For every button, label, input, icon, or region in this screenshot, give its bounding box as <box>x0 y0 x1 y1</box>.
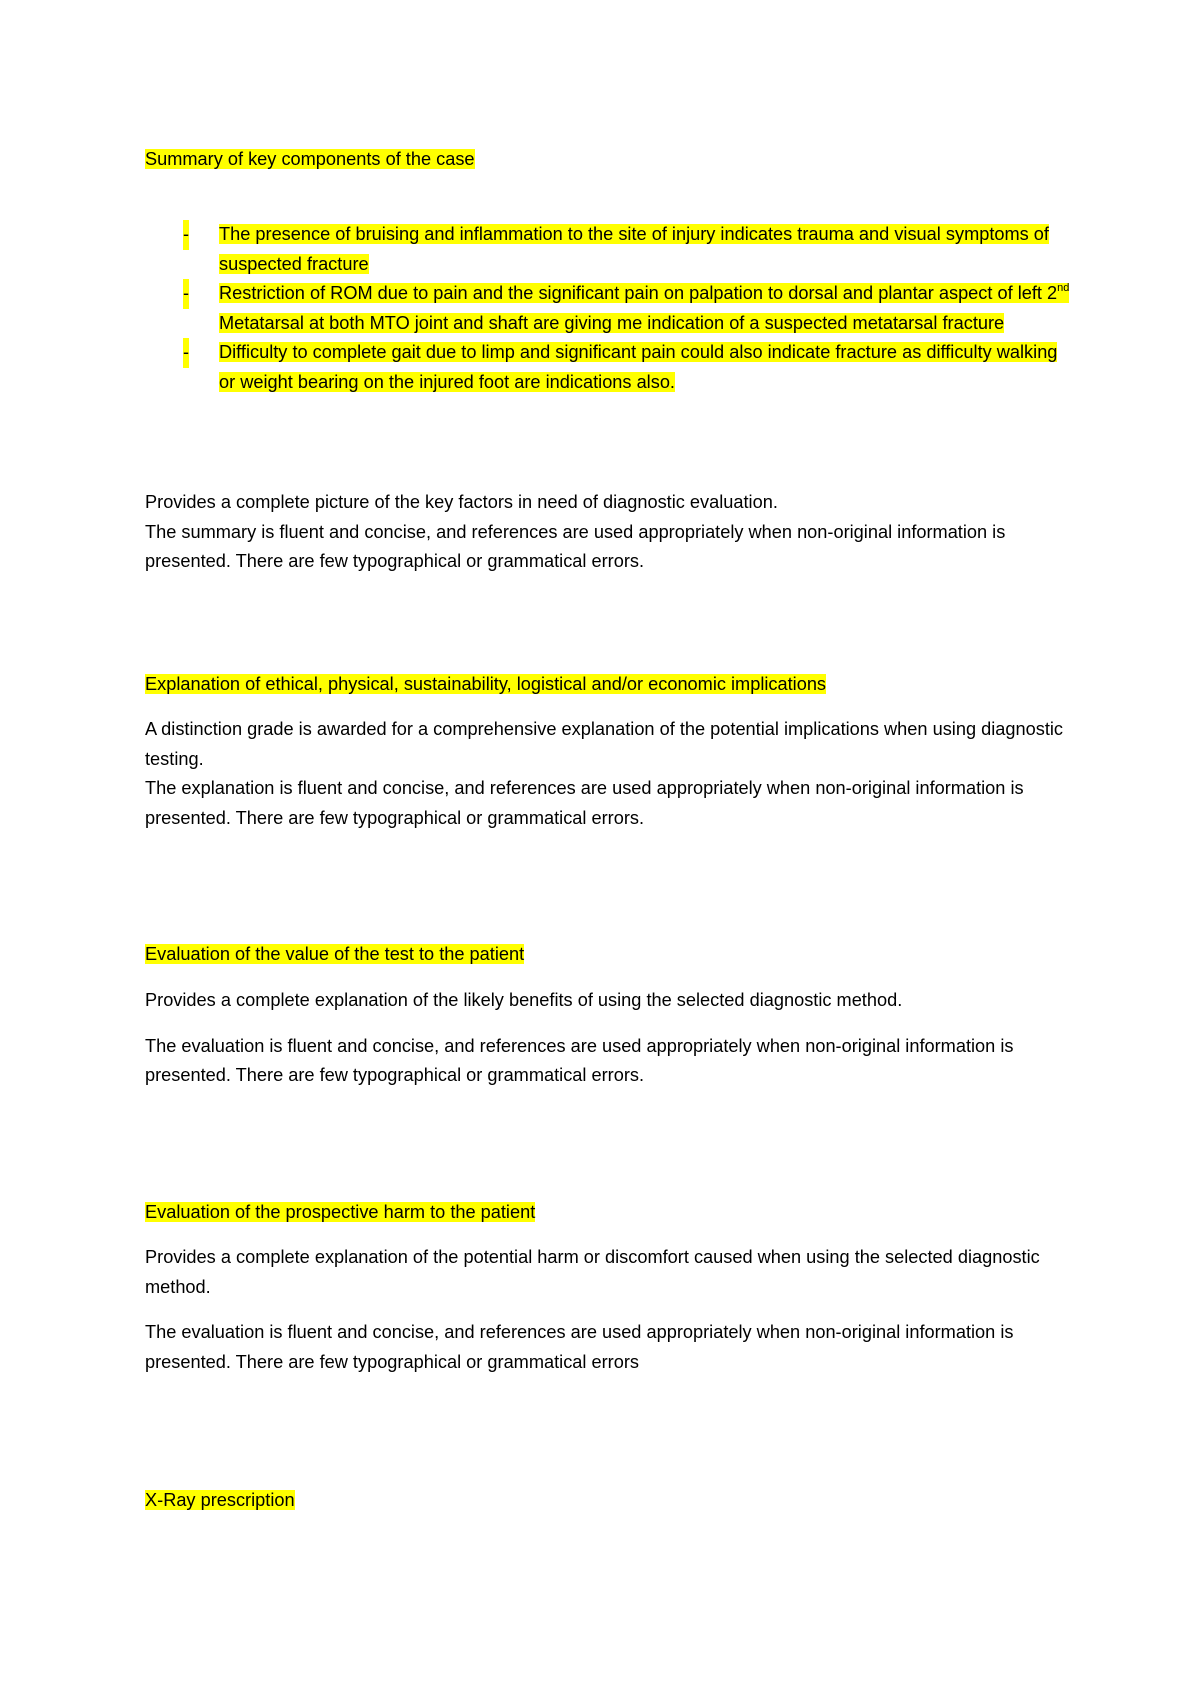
bullet-item <box>145 220 1075 279</box>
section-heading-harm <box>145 1198 535 1228</box>
section-heading-value <box>145 940 524 970</box>
bullet-item <box>145 338 1075 397</box>
bullet-item <box>145 279 1075 338</box>
bullet-text-part: Restriction of ROM due to pain and the significant pain on palpation to dorsal and plantar aspect of left 2 <box>219 283 1058 303</box>
paragraph: The evaluation is fluent and concise, and references are used appropriately when non-original information is presented. There are few typographical or grammatical errors. <box>145 1035 1014 1085</box>
implications-criteria <box>145 715 1075 833</box>
highlighted-heading-text: Summary of key components of the case <box>145 149 475 169</box>
summary-criteria <box>145 488 1075 577</box>
highlighted-heading-text: Explanation of ethical, physical, sustainability, logistical and/or economic implications <box>145 674 827 694</box>
paragraph: A distinction grade is awarded for a comprehensive explanation of the potential implications when using diagnostic testing. <box>145 719 1064 769</box>
bullet-text: Difficulty to complete gait due to limp and significant pain could also indicate fracture as difficulty walking or weight bearing on the injured foot are indications also. <box>219 342 1058 392</box>
ordinal-superscript: nd <box>1057 282 1070 294</box>
bullet-dash: - <box>183 279 189 309</box>
summary-bullet-list <box>145 220 1075 397</box>
highlighted-heading-text: Evaluation of the prospective harm to the patient <box>145 1202 536 1222</box>
section-heading-xray <box>145 1486 295 1516</box>
section-heading-implications <box>145 670 826 700</box>
value-criteria <box>145 986 1075 1091</box>
paragraph: Provides a complete explanation of the likely benefits of using the selected diagnostic method. <box>145 990 903 1010</box>
bullet-text-part: Metatarsal at both MTO joint and shaft are giving me indication of a suspected metatarsal fracture <box>219 312 1005 333</box>
bullet-dash: - <box>183 338 189 368</box>
paragraph: Provides a complete explanation of the potential harm or discomfort caused when using the selected diagnostic method. <box>145 1247 1040 1297</box>
bullet-dash: - <box>183 220 189 250</box>
bullet-text: The presence of bruising and inflammation to the site of injury indicates trauma and visual symptoms of suspected fracture <box>219 224 1049 274</box>
paragraph: The explanation is fluent and concise, and references are used appropriately when non-original information is presented. There are few typographical or grammatical errors. <box>145 778 1024 828</box>
highlighted-heading-text: X-Ray prescription <box>145 1490 295 1510</box>
paragraph: The summary is fluent and concise, and references are used appropriately when non-original information is presented. There are few typographical or grammatical errors. <box>145 521 1006 571</box>
bullet-text <box>219 283 1069 333</box>
harm-criteria <box>145 1243 1075 1377</box>
paragraph: The evaluation is fluent and concise, and references are used appropriately when non-original information is presented. There are few typographical or grammatical errors <box>145 1322 1014 1372</box>
section-heading-summary <box>145 145 475 175</box>
paragraph: Provides a complete picture of the key factors in need of diagnostic evaluation. <box>145 492 778 512</box>
highlighted-heading-text: Evaluation of the value of the test to the patient <box>145 944 525 964</box>
